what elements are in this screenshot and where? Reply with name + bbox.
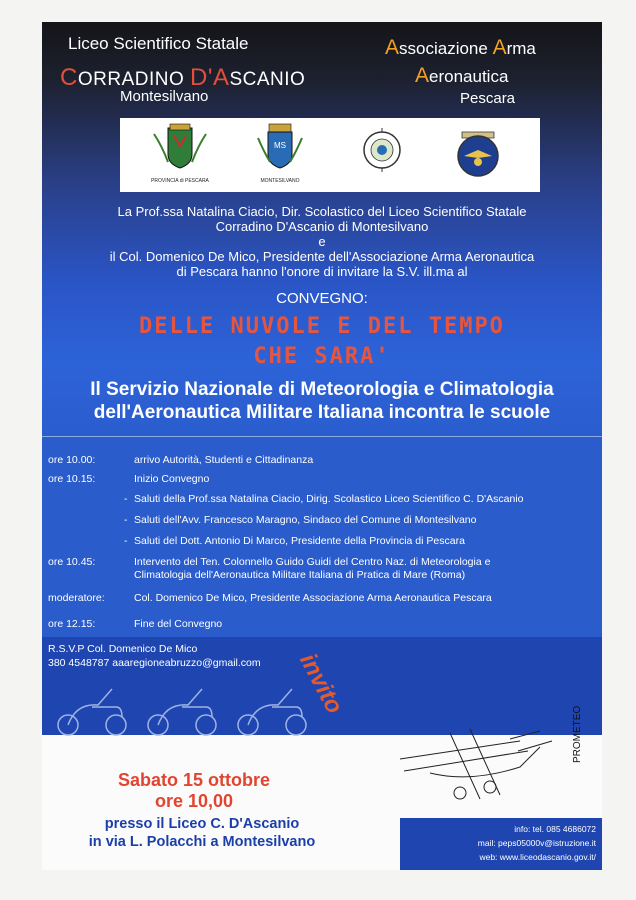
- montesilvano-crest: MS MONTESILVANO: [240, 122, 320, 184]
- info-box: [400, 818, 602, 870]
- bullet-dash: -: [124, 493, 128, 505]
- school-name: CORRADINO D'ASCANIO: [60, 64, 306, 91]
- program-item: Climatologia dell'Aeronautica Militare Italiana di Pratica di Mare (Roma): [134, 569, 466, 581]
- program-subitem: Saluti della Prof.ssa Natalina Ciacio, Dirig. Scolastico Liceo Scientifico C. D'Ascanio: [134, 493, 524, 505]
- meteo-service-emblem: [342, 122, 422, 184]
- program: [42, 442, 602, 652]
- logos-strip: [120, 118, 540, 192]
- biplane-sketch: [390, 723, 570, 813]
- program-item: Intervento del Ten. Colonnello Guido Guidi del Centro Naz. di Meteorologia e: [134, 556, 491, 568]
- header: [42, 22, 602, 132]
- rsvp-phone-email: 380 4548787 aaaregioneabruzzo@gmail.com: [48, 657, 261, 669]
- school-city: Montesilvano: [120, 88, 209, 105]
- prometeo-label: PROMETEO: [572, 705, 583, 763]
- program-time: ore 10.00:: [48, 454, 96, 466]
- program-time: ore 10.45:: [48, 556, 96, 568]
- scooters-illustration: [42, 671, 342, 741]
- info-web: web: www.liceodascanio.gov.it/: [479, 852, 596, 862]
- school-type: Liceo Scientifico Statale: [68, 34, 249, 53]
- bullet-dash: -: [124, 535, 128, 547]
- lower-section: [42, 643, 602, 870]
- event-title-line1: DELLE NUVOLE E DEL TEMPO: [139, 314, 505, 339]
- program-item: Fine del Convegno: [134, 618, 223, 630]
- provincia-pescara-logo: PROVINCIA di PESCARA: [140, 122, 220, 184]
- invitation-text: La Prof.ssa Natalina Ciacio, Dir. Scolastico del Liceo Scientifico Statale Corradino D'Ascanio di Montesilvano e il Col. Domenico De Mico, Presidente dell'Associazione Arma Aeronautica di Pescara hanno l'onore di invitare la S.V. ill.ma al: [109, 204, 535, 279]
- program-time: ore 10.15:: [48, 473, 96, 485]
- program-time: ore 12.15:: [48, 618, 96, 630]
- aeronautica-badge: [438, 122, 518, 184]
- association-city: Pescara: [460, 90, 516, 107]
- invito-stamp: invito: [294, 649, 349, 719]
- association-branch: Aeronautica: [415, 64, 509, 87]
- program-item: Inizio Convegno: [134, 473, 210, 485]
- moderator-name: Col. Domenico De Mico, Presidente Associazione Arma Aeronautica Pescara: [134, 592, 492, 604]
- program-subitem: Saluti del Dott. Antonio Di Marco, Presidente della Provincia di Pescara: [134, 535, 465, 547]
- bullet-dash: -: [124, 514, 128, 526]
- event-subtitle-line1: Il Servizio Nazionale di Meteorologia e Climatologia: [90, 379, 554, 400]
- divider: [42, 436, 602, 437]
- svg-text:MS: MS: [274, 141, 286, 150]
- info-phone: info: tel. 085 4686072: [514, 824, 596, 834]
- convegno-label: CONVEGNO:: [276, 290, 368, 307]
- event-title-line2: CHE SARA': [253, 344, 391, 369]
- program-item: arrivo Autorità, Studenti e Cittadinanza: [134, 454, 314, 466]
- event-date-time: Sabato 15 ottobre ore 10,00: [117, 770, 271, 811]
- event-location: presso il Liceo C. D'Ascanio in via L. Polacchi a Montesilvano: [88, 816, 316, 850]
- rsvp-contact: R.S.V.P Col. Domenico De Mico: [48, 643, 198, 655]
- program-subitem: Saluti dell'Avv. Francesco Maragno, Sindaco del Comune di Montesilvano: [134, 514, 477, 526]
- moderator-label: moderatore:: [48, 592, 105, 604]
- event-subtitle-line2: dell'Aeronautica Militare Italiana incontra le scuole: [93, 402, 551, 423]
- poster: [42, 22, 602, 870]
- association-name: Associazione Arma: [385, 36, 536, 59]
- info-email: mail: peps05000v@istruzione.it: [477, 838, 596, 848]
